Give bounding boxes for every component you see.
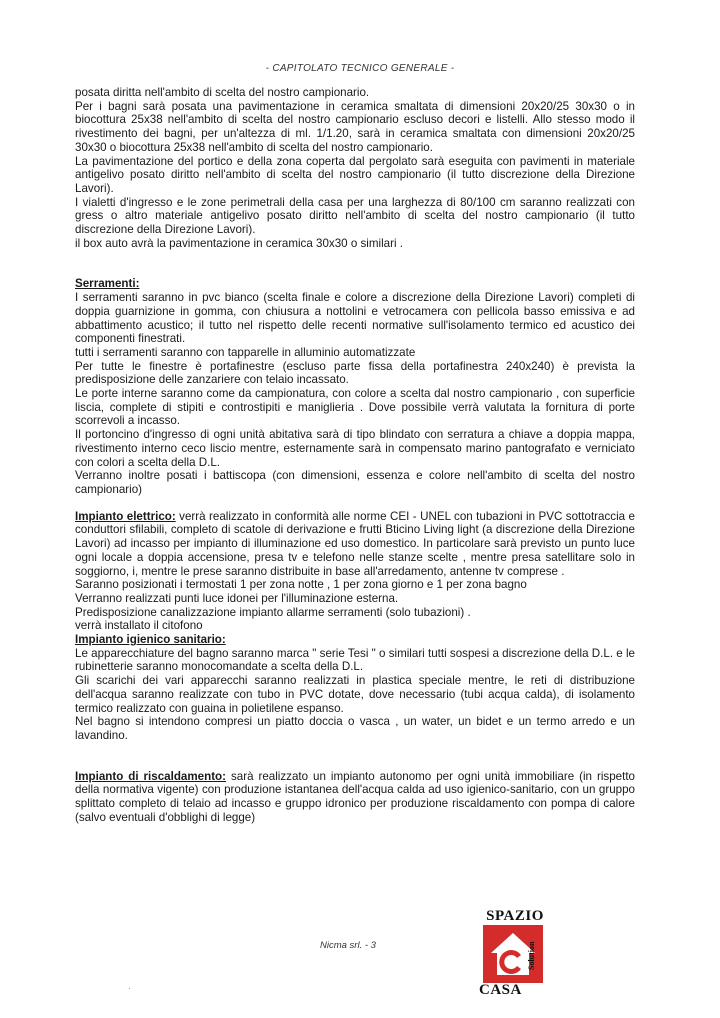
paragraph: posata diritta nell'ambito di scelta del nostro campionario. [75, 86, 370, 99]
logo-text-bottom: CASA [479, 982, 522, 998]
paragraph: Predisposizione canalizzazione impianto allarme serramenti (solo tubazioni) . [75, 605, 471, 619]
section-title: Impianto elettrico: [75, 509, 176, 523]
section-text: sarà realizzato un impianto autonomo per ogni unità immobiliare (in rispetto della normativa vigente) con produzione istantanea dell'acqua calda ad uso igienico-sanitario, con un gruppo splittato completo di telaio ad incasso e gruppo idronico per produzione riscaldamento con pompa di calore (salvo eventuali d'obblighi di legge) [75, 769, 635, 824]
section-title: Impianto igienico sanitario: [75, 633, 226, 647]
paragraph: Le porte interne saranno come da campionatura, con colore a scelta dal nostro campionario , con superficie liscia, complete di stipiti e controstipiti e maniglieria . Dove possibile verrà valutata la fornitura di porte scorrevoli a incasso. [75, 387, 635, 428]
section-heading-igienico [75, 633, 635, 647]
section-title: Impianto di riscaldamento: [75, 769, 226, 783]
section-text: verrà realizzato in conformità alle norme CEI - UNEL con tubazioni in PVC sottotraccia e conduttori sfilabili, completo di scatole di derivazione e frutti Bticino Living light (a discrezione della Direzione Lavori) ad incasso per impianto di illuminazione ed uso domestico. In particolare sarà previsto un punto luce ogni locale a doppia accensione, presa tv e telefono nelle stanze scelte , mentre presa satellitare solo in soggiorno, i, mentre le prese saranno distribuite in base all'arredamento, antenne tv comprese . [75, 509, 635, 578]
logo-text-top: SPAZIO [486, 908, 544, 924]
paragraph: Il portoncino d'ingresso di ogni unità abitativa sarà di tipo blindato con serratura a chiave a doppia mappa, rivestimento interno ceco liscio mentre, esternamente sarà in compensato marino pantografato e verniciato con colori a scelta della D.L. [75, 428, 635, 469]
section-elettrico [75, 510, 635, 579]
paragraph: Verranno inoltre posati i battiscopa (con dimensioni, essenza e colore nell'ambito di scelta del nostro campionario) [75, 469, 635, 496]
paragraph: il box auto avrà la pavimentazione in ceramica 30x30 o similari . [75, 236, 404, 250]
section-title: Serramenti: [75, 277, 140, 291]
paragraph: Le apparecchiature del bagno saranno marca " serie Tesi " o similari tutti sospesi a discrezione della D.L. e le rubinetterie saranno monocomandate a scelta della D.L. [75, 646, 635, 674]
page-footer: Nicma srl. - 3 [320, 940, 376, 951]
paragraph: Per i bagni sarà posata una pavimentazione in ceramica smaltata di dimensioni 20x20/25 30x30 o in biocottura 25x38 nell'ambito di scelta del nostro campionario escluso decori e listelli. Allo stesso modo il rivestimento dei bagni, per un'altezza di ml. 1/1.20, sarà in ceramica smaltata con dimensioni 20x20/25 30x30 o biocottura 25x38 nell'ambito di scelta del nostro campionario. [75, 99, 635, 154]
scan-speck: · [128, 984, 131, 993]
paragraph: tutti i serramenti saranno con tapparelle in alluminio automatizzate [75, 345, 416, 359]
paragraph: I vialetti d'ingresso e le zone perimetrali della casa per una larghezza di 80/100 cm saranno realizzati con gress o altro materiale antigelivo posato diritto nell'ambito di scelta del nostro campionario (il tutto discrezione della Direzione Lavori). [75, 195, 635, 237]
paragraph: I serramenti saranno in pvc bianco (scelta finale e colore a discrezione della Direzione Lavori) completi di doppia guarnizione in gomma, con chiusura a nottolini e vetrocamera con pellicola basso emissiva e ad abbattimento acustico; il tutto nel rispetto delle recenti normative sull'isolamento termico ed acustico dei componenti finestrati. [75, 291, 635, 346]
document-body [75, 86, 635, 824]
paragraph: La pavimentazione del portico e della zona coperta dal pergolato sarà eseguita con pavimenti in materiale antigelivo posato diritto nell'ambito di scelta del nostro campionario (il tutto discrezione della Direzione Lavori). [75, 154, 635, 195]
company-logo [475, 908, 555, 1003]
section-riscaldamento [75, 770, 635, 825]
paragraph: verrà installato il citofono [75, 619, 203, 633]
paragraph: Gli scarichi dei vari apparecchi saranno realizzati in plastica speciale mentre, le reti di distribuzione dell'acqua saranno realizzate con tubo in PVC dotate, dove necessario (tubi acqua calda), di isolamento termico realizzato con guaina in polietilene espanso. [75, 674, 635, 715]
paragraph: Verranno realizzati punti luce idonei per l'illuminazione esterna. [75, 591, 399, 605]
page-header: - CAPITOLATO TECNICO GENERALE - [265, 63, 455, 74]
paragraph: Per tutte le finestre è portafinestre (escluso parte fissa della portafinestra 240x240) è prevista la predisposizione delle zanzariere con telaio incassato. [75, 359, 635, 387]
paragraph: Saranno posizionati i termostati 1 per zona notte , 1 per zona giorno e 1 per zona bagno [75, 578, 527, 592]
paragraph: Nel bagno si intendono compresi un piatto doccia o vasca , un water, un bidet e un termo arredo e un lavandino. [75, 715, 635, 742]
section-heading-serramenti [75, 277, 635, 291]
logo-text-side: Solution [527, 941, 536, 970]
